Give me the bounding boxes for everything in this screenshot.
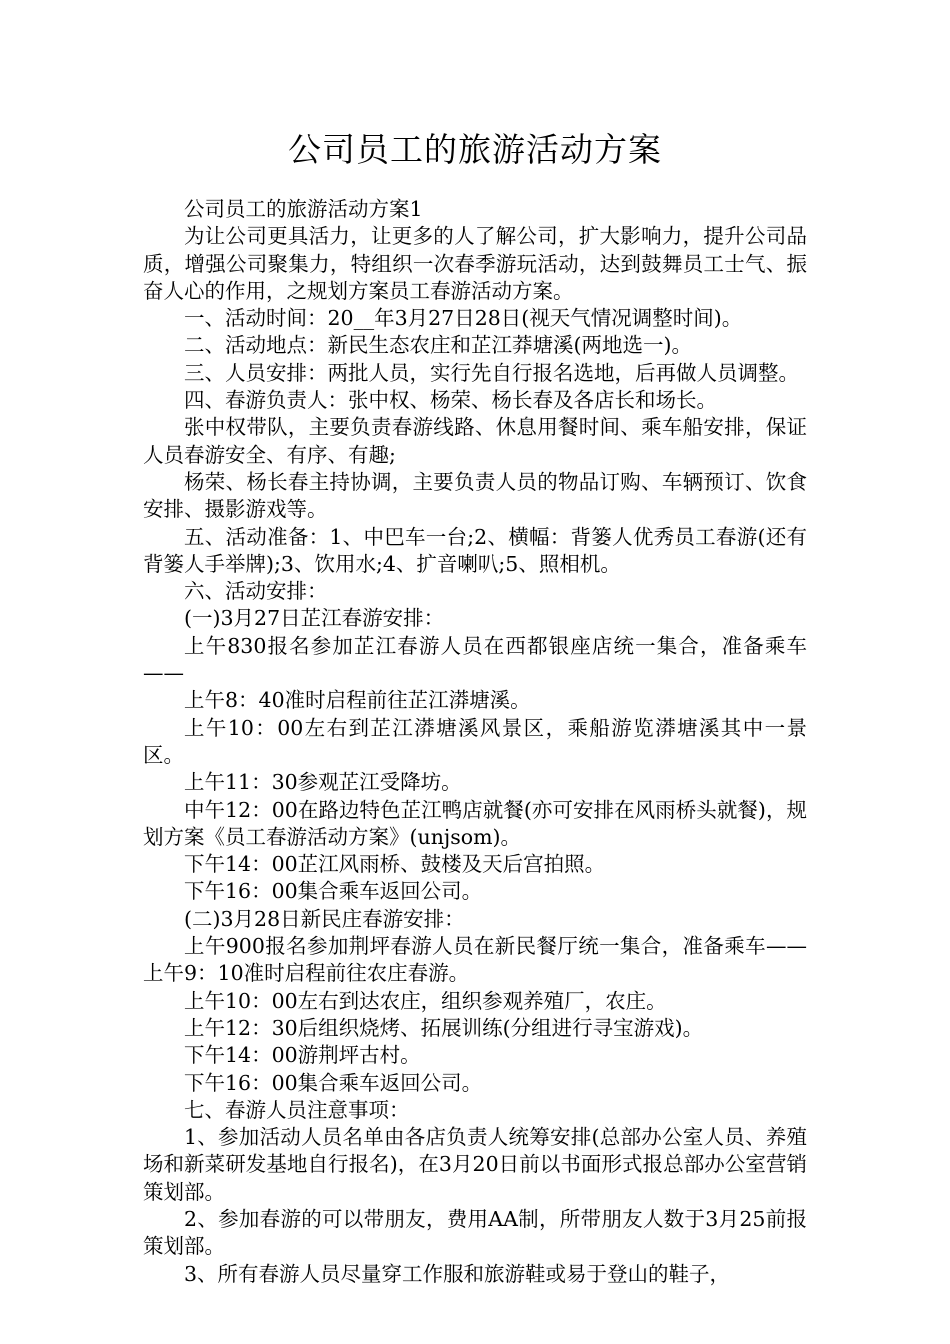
paragraph: 上午8：40准时启程前往芷江漭塘溪。 — [184, 688, 531, 713]
paragraph: (一)3月27日芷江春游安排： — [184, 606, 445, 631]
paragraph: 五、活动准备：1、中巴车一台;2、横幅：背篓人优秀员工春游(还有背篓人手举牌);3、饮用水;4、扩音喇叭;5、照相机。 — [143, 524, 807, 576]
paragraph: 张中权带队，主要负责春游线路、休息用餐时间、乘车船安排，保证人员春游安全、有序、有趣; — [143, 415, 807, 467]
paragraph: 下午14：00游荆坪古村。 — [184, 1043, 421, 1068]
paragraph: 七、春游人员注意事项： — [184, 1097, 410, 1122]
paragraph: 2、参加春游的可以带朋友，费用AA制，所带朋友人数于3月25前报策划部。 — [143, 1206, 807, 1259]
paragraph: 上午12：30后组织烧烤、拓展训练(分组进行寻宝游戏)。 — [184, 1015, 704, 1040]
paragraph: 上午10：00左右到达农庄，组织参观养殖厂，农庄。 — [184, 988, 667, 1013]
paragraph: 上午11：30参观芷江受降坊。 — [184, 770, 462, 795]
paragraph: (二)3月28日新民庄春游安排： — [184, 906, 465, 931]
paragraph: 为让公司更具活力，让更多的人了解公司，扩大影响力，提升公司品质，增强公司聚集力，特组织一次春季游玩活动，达到鼓舞员工士气、振奋人心的作用，之规划方案员工春游活动方案。 — [143, 224, 807, 303]
paragraph: 二、活动地点：新民生态农庄和芷江莽塘溪(两地选一)。 — [184, 333, 692, 358]
paragraph: 下午16：00集合乘车返回公司。 — [184, 879, 483, 904]
paragraph: 公司员工的旅游活动方案1 — [184, 197, 423, 221]
document-title: 公司员工的旅游活动方案 — [288, 130, 662, 169]
paragraph: 一、活动时间：20__年3月27日28日(视天气情况调整时间)。 — [184, 306, 743, 331]
paragraph: 上午900报名参加荆坪春游人员在新民餐厅统一集合，准备乘车——上午9：10准时启程前往农庄春游。 — [143, 934, 807, 986]
paragraph: 下午14：00芷江风雨桥、鼓楼及天后宫拍照。 — [184, 852, 606, 877]
paragraph: 1、参加活动人员名单由各店负责人统筹安排(总部办公室人员、养殖场和新菜研发基地自行报名)，在3月20日前以书面形式报总部办公室营销策划部。 — [143, 1125, 807, 1204]
paragraph: 下午16：00集合乘车返回公司。 — [184, 1070, 483, 1095]
paragraph: 中午12：00在路边特色芷江鸭店就餐(亦可安排在风雨桥头就餐)，规划方案《员工春游活动方案》(unjsom)。 — [143, 797, 807, 849]
paragraph: 杨荣、杨长春主持协调，主要负责人员的物品订购、车辆预订、饮食安排、摄影游戏等。 — [143, 469, 807, 522]
paragraph: 上午10：00左右到芷江漭塘溪风景区，乘船游览漭塘溪其中一景区。 — [143, 715, 807, 767]
paragraph: 四、春游负责人：张中权、杨荣、杨长春及各店长和场长。 — [184, 388, 717, 413]
paragraph: 3、所有春游人员尽量穿工作服和旅游鞋或易于登山的鞋子， — [184, 1261, 731, 1286]
paragraph: 六、活动安排： — [184, 579, 328, 604]
paragraph: 上午830报名参加芷江春游人员在西都银座店统一集合，准备乘车—— — [143, 633, 807, 686]
paragraph: 三、人员安排：两批人员，实行先自行报名选地，后再做人员调整。 — [184, 360, 799, 385]
document-body — [143, 196, 807, 1288]
